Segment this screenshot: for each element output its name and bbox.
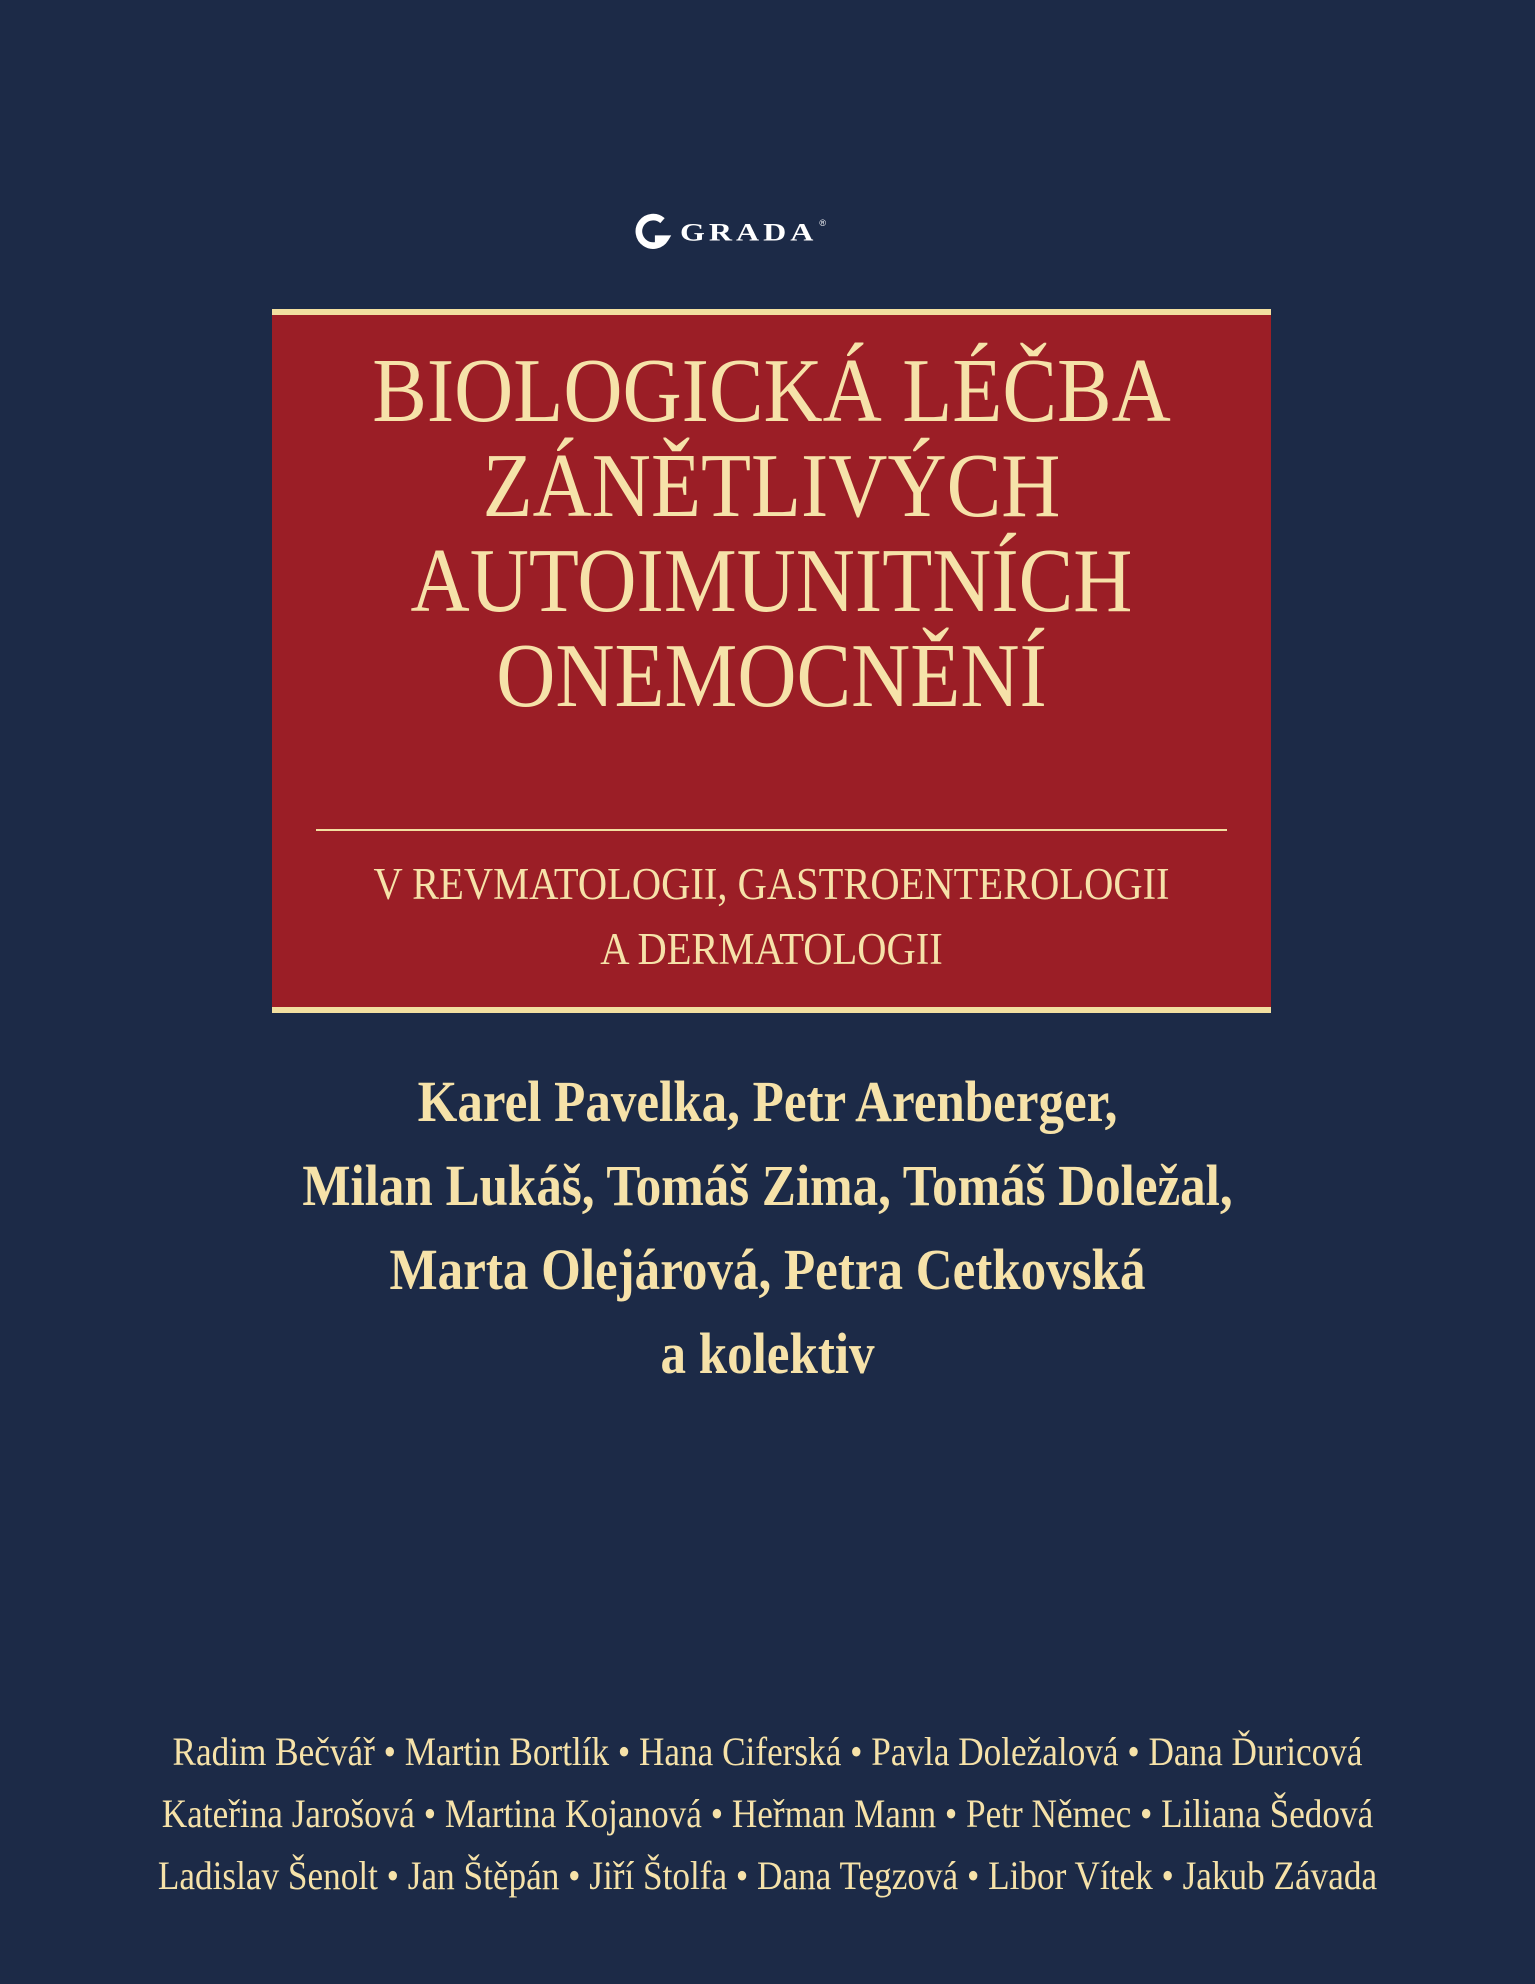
- contributor-line: Kateřina Jarošová • Martina Kojanová • Heřman Mann • Petr Němec • Liliana Šedová: [161, 1791, 1374, 1836]
- author-line: a kolektiv: [660, 1321, 875, 1386]
- book-subtitle: [272, 852, 1271, 982]
- subtitle-line: V REVMATOLOGII, GASTROENTEROLOGII: [373, 859, 1170, 909]
- title-line: AUTOIMUNITNÍCH: [410, 530, 1133, 631]
- title-divider: [316, 829, 1227, 831]
- contributor-line: Ladislav Šenolt • Jan Štěpán • Jiří Štolfa • Dana Tegzová • Libor Vítek • Jakub Závada: [157, 1853, 1378, 1898]
- publisher-name: GRADA: [680, 217, 818, 246]
- author-line: Marta Olejárová, Petra Cetkovská: [389, 1237, 1146, 1302]
- publisher-logo: [634, 212, 826, 252]
- author-line: Milan Lukáš, Tomáš Zima, Tomáš Doležal,: [302, 1153, 1233, 1218]
- book-title: [272, 340, 1271, 726]
- subtitle-line: A DERMATOLOGII: [600, 924, 943, 974]
- grada-logo-icon: [634, 213, 672, 251]
- author-line: Karel Pavelka, Petr Arenberger,: [417, 1069, 1118, 1134]
- title-line: ZÁNĚTLIVÝCH: [482, 435, 1061, 536]
- registered-mark: ®: [819, 218, 826, 228]
- title-line: ONEMOCNĚNÍ: [496, 625, 1047, 726]
- contributors-list: [0, 1721, 1535, 1907]
- contributor-line: Radim Bečvář • Martin Bortlík • Hana Ciferská • Pavla Doležalová • Dana Ďuricová: [172, 1729, 1363, 1774]
- main-authors: [0, 1060, 1535, 1396]
- title-line: BIOLOGICKÁ LÉČBA: [372, 340, 1171, 441]
- title-box: [272, 309, 1271, 1013]
